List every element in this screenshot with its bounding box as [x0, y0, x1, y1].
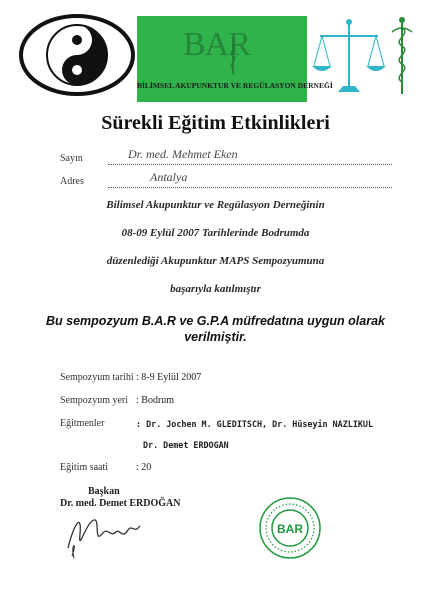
yer-label: Sempozyum yeri	[60, 395, 129, 406]
certificate-line-1: Bilimsel Akupunktur ve Regülasyon Derneğinin	[106, 199, 325, 211]
certificate-line-3: düzenlediği Akupunktur MAPS Sempozyumuna	[106, 255, 325, 267]
yin-yang-icon	[18, 12, 136, 98]
handwritten-signature	[60, 504, 155, 564]
sayin-value: Dr. med. Mehmet Eken	[128, 147, 238, 161]
banner-initials: BAR	[183, 26, 250, 63]
tarih-label: Sempozyum tarihi	[60, 372, 134, 383]
sayin-label: Sayın	[60, 153, 83, 164]
statement-line-1: Bu sempozyum B.A.R ve G.P.A müfredatına uygun olarak	[46, 314, 385, 328]
adres-label: Adres	[60, 176, 84, 187]
egitmen-value-1: : Dr. Jochen M. GLEDITSCH, Dr. Hüseyin NAZLIKUL	[136, 419, 373, 429]
saat-label: Eğitim saati	[60, 462, 109, 473]
adres-value: Antalya	[150, 170, 188, 184]
balance-scales-icon	[310, 14, 388, 98]
yin-yang-logo	[18, 12, 136, 98]
association-name: BİLİMSEL AKUPUNKTUR VE REGÜLASYON DERNEĞİ	[137, 81, 333, 90]
association-stamp	[252, 496, 328, 560]
yer-value: : Bodrum	[136, 395, 175, 406]
certificate-line-4: başarıyla katılmıştır	[170, 283, 261, 295]
signature-name: Dr. med. Demet ERDOĞAN	[60, 498, 181, 509]
caduceus-icon	[390, 14, 414, 98]
page-title: Sürekli Eğitim Etkinlikleri	[101, 112, 330, 134]
certificate-line-2: 08-09 Eylül 2007 Tarihlerinde Bodrumda	[121, 227, 310, 239]
association-banner	[137, 16, 333, 102]
saat-value: : 20	[136, 462, 152, 473]
signature-title: Başkan	[88, 486, 120, 497]
egitmen-value-2: Dr. Demet ERDOGAN	[143, 440, 229, 450]
staff-icon	[225, 36, 241, 76]
egitmen-label: Eğitmenler	[60, 418, 105, 429]
stamp-center-text: BAR	[277, 522, 303, 536]
statement-line-2: verilmiştir.	[184, 330, 247, 344]
tarih-value: : 8-9 Eylül 2007	[136, 372, 202, 383]
